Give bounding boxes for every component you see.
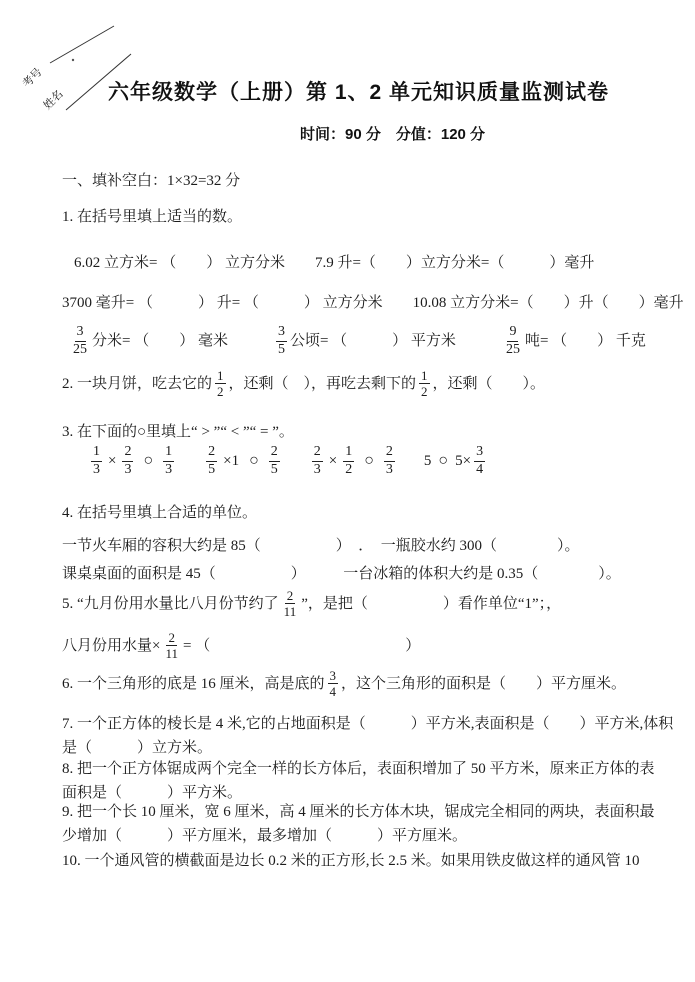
q9-line1: 9. 把一个长 10 厘米，宽 6 厘米，高 4 厘米的长方体木块，锯成完全相同的两块，表面积最 bbox=[62, 804, 655, 820]
multiply-sign: × bbox=[108, 453, 117, 470]
ink-dot bbox=[72, 59, 74, 61]
fraction: $\frac{2}{3}$ bbox=[385, 444, 393, 477]
section-heading: 一、填补空白：1×32=32 分 bbox=[62, 173, 241, 189]
q1-line3-part2: $\frac{3}{5}$ 公顷= （ ） 平方米 bbox=[277, 324, 456, 357]
q8-line2: 面积是（ ）平方米。 bbox=[62, 785, 243, 801]
q4-stem: 4. 在括号里填上合适的单位。 bbox=[62, 505, 258, 521]
q3-stem: 3. 在下面的○里填上“ > ”“ < ”“ = ”。 bbox=[62, 424, 294, 440]
q3-item-1 bbox=[88, 444, 177, 478]
fraction: $\frac{9}{25}$ bbox=[505, 324, 520, 357]
q3-comparisons bbox=[88, 444, 488, 478]
fraction: $\frac{2}{5}$ bbox=[208, 444, 216, 477]
multiply-sign: ×1 bbox=[223, 453, 240, 470]
fraction: $\frac{2}{5}$ bbox=[270, 444, 278, 477]
student-name-label: 姓名 bbox=[41, 88, 66, 113]
q1-line3-part1: $\frac{3}{25}$ 分米= （ ） 毫米 bbox=[73, 324, 228, 357]
q8-line1: 8. 把一个正方体锯成两个完全一样的长方体后，表面积增加了 50 平方米，原来正方体的表 bbox=[62, 761, 655, 777]
fraction: $\frac{1}{3}$ bbox=[165, 444, 173, 477]
q7-line2: 是（ ）立方米。 bbox=[62, 740, 213, 756]
q1-line2: 3700 毫升= （ ） 升= （ ） 立方分米 10.08 立方分米=（ ）升（ ）毫升 bbox=[62, 295, 684, 311]
page-title: 六年级数学（上册）第 1、2 单元知识质量监测试卷 bbox=[108, 81, 610, 104]
q3-item-3 bbox=[309, 444, 398, 478]
q5-line1: 5. “九月份用水量比八月份节约了 $\frac{2}{11}$ ”，是把（ ）看作单位“1”；， bbox=[62, 588, 562, 620]
q1-line3 bbox=[68, 324, 646, 358]
multiply-sign: × bbox=[328, 453, 338, 470]
q7-line1: 7. 一个正方体的棱长是 4 米,它的占地面积是（ ）平方米,表面积是（ ）平方米,体积 bbox=[62, 716, 674, 732]
fraction: $\frac{3}{4}$ bbox=[329, 668, 337, 700]
compare-circle: ○ bbox=[438, 452, 449, 470]
compare-circle: ○ bbox=[364, 452, 374, 470]
fraction: $\frac{2}{11}$ bbox=[165, 630, 178, 662]
fraction: $\frac{3}{25}$ bbox=[73, 324, 87, 357]
q9-line2: 少增加（ ）平方厘米，最多增加（ ）平方厘米。 bbox=[62, 828, 468, 844]
q1-line1: 6.02 立方米= （ ） 立方分米 7.9 升=（ ）立方分米=（ ）毫升 bbox=[74, 255, 595, 271]
q2: 2. 一块月饼，吃去它的 $\frac{1}{2}$ ，还剩（ ），再吃去剩下的 $\frac{1}{2}$ ，还剩（ ）。 bbox=[62, 368, 546, 400]
q6: 6. 一个三角形的底是 16 厘米，高是底的 $\frac{3}{4}$ ，这个三角形的面积是（ ）平方厘米。 bbox=[62, 668, 627, 700]
fraction: $\frac{2}{3}$ bbox=[124, 444, 132, 477]
fraction: $\frac{1}{2}$ bbox=[217, 368, 224, 400]
fraction: $\frac{2}{11}$ bbox=[283, 588, 297, 620]
fraction: $\frac{2}{3}$ bbox=[313, 444, 321, 477]
q10-line1: 10. 一个通风管的横截面是边长 0.2 米的正方形,长 2.5 米。如果用铁皮做这样的通风管 10 bbox=[62, 853, 640, 869]
compare-circle: ○ bbox=[143, 452, 154, 470]
fraction: $\frac{3}{5}$ bbox=[277, 324, 285, 357]
fraction: $\frac{1}{2}$ bbox=[345, 444, 353, 477]
exam-meta: 时间：90 分 分值：120 分 bbox=[300, 126, 486, 143]
exam-number-label: 考号 bbox=[20, 66, 45, 91]
fraction: $\frac{1}{2}$ bbox=[421, 368, 428, 400]
fraction: $\frac{1}{3}$ bbox=[93, 444, 100, 477]
q3-item-2 bbox=[203, 444, 283, 478]
q1-stem: 1. 在括号里填上适当的数。 bbox=[62, 209, 243, 225]
fraction: $\frac{3}{4}$ bbox=[476, 444, 484, 477]
q1-line3-part3: $\frac{9}{25}$ 吨= （ ） 千克 bbox=[505, 324, 646, 357]
compare-circle: ○ bbox=[249, 452, 259, 470]
q4-line2: 课桌桌面的面积是 45（ ） 一台冰箱的体积大约是 0.35（ ）。 bbox=[62, 566, 621, 582]
q5-line2: 八月份用水量× $\frac{2}{11}$ = （ ） bbox=[62, 630, 421, 662]
q4-line1: 一节火车厢的容积大约是 85（ ） ． 一瓶胶水约 300（ ）。 bbox=[62, 538, 580, 554]
exam-number-line bbox=[50, 26, 114, 63]
corner-name-field bbox=[0, 18, 170, 133]
q3-item-4: 5 ○ 5× $\frac{3}{4}$ bbox=[423, 444, 484, 477]
